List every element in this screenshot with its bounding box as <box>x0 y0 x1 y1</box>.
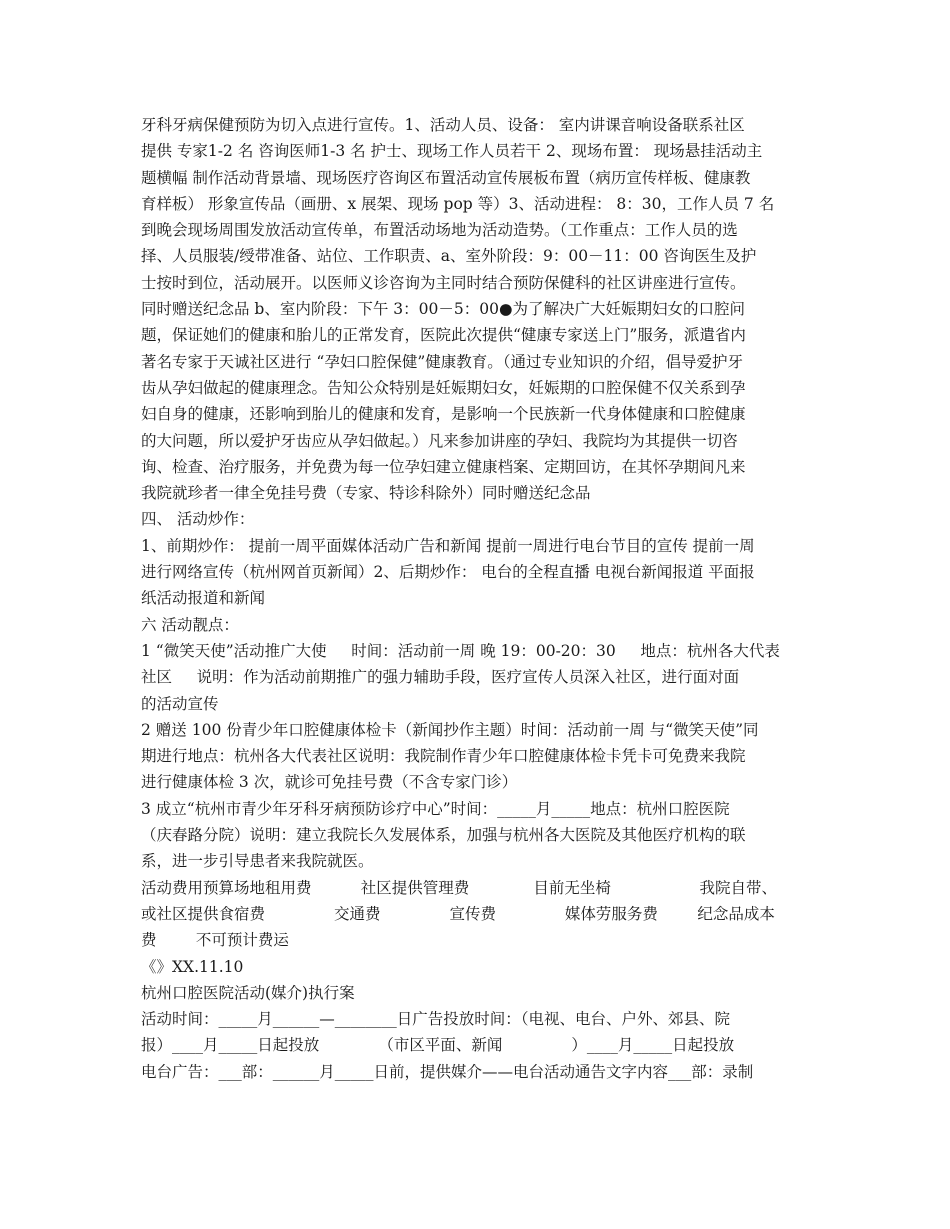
budget-line: 费 不可预计费运 <box>141 931 289 950</box>
text-line: 社区 说明：作为活动前期推广的强力辅助手段，医疗宣传人员深入社区，进行面对面 <box>141 668 740 687</box>
text-line: 活动时间：_____月______—________日广告投放时间：（电视、电台、户外、郊县、院 <box>141 1010 731 1029</box>
text-line: 题横幅 制作活动背景墙、现场医疗咨询区布置活动宣传展板布置（病历宣传样板、健康教 <box>141 168 751 187</box>
text-line: 电台广告：___部：______月_____日前，提供媒介——电台活动通告文字内容___部：录制 <box>141 1062 754 1081</box>
text-line: 提供 专家1-2 名 咨询医师1-3 名 护士、现场工作人员若干 2、现场布置： 现场悬挂活动主 <box>141 142 763 161</box>
text-line: 择、人员服装/绶带准备、站位、工作职责、a、室外阶段：9：00－11：00 咨询医生及护 <box>141 247 757 266</box>
text-line: 著名专家于天诚社区进行 “孕妇口腔保健”健康教育。（通过专业知识的介绍，倡导爱护牙 <box>141 352 744 371</box>
text-line: 的大问题，所以爱护牙齿应从孕妇做起。）凡来参加讲座的孕妇、我院均为其提供一切咨 <box>141 431 738 450</box>
text-line: 报）____月_____日起投放 （市区平面、新闻 ）____月_____日起投放 <box>141 1036 735 1055</box>
text-line: 士按时到位，活动展开。以医师义诊咨询为主同时结合预防保健科的社区讲座进行宣传。 <box>141 273 746 292</box>
text-line: 2 赠送 100 份青少年口腔健康体检卡（新闻抄作主题）时间：活动前一周 与“微笑天使”同 <box>141 720 759 739</box>
text-line: 的活动宣传 <box>141 694 219 713</box>
text-line: 纸活动报道和新闻 <box>141 589 266 608</box>
text-line: 牙科牙病保健预防为切入点进行宣传。1、活动人员、设备： 室内讲课音响设备联系社区 <box>141 116 745 134</box>
text-line: 询、检查、治疗服务，并免费为每一位孕妇建立健康档案、定期回访，在其怀孕期间凡来 <box>141 457 746 476</box>
text-line: 期进行地点：杭州各大代表社区说明：我院制作青少年口腔健康体检卡凭卡可免费来我院 <box>141 747 746 766</box>
text-line: 进行健康体检 3 次，就诊可免挂号费（不含专家门诊） <box>141 773 518 792</box>
text-line: 3 成立“杭州市青少年牙科牙病预防诊疗中心”时间：_____月_____地点：杭州口腔医院 <box>141 799 730 818</box>
text-line: （庆春路分院）说明：建立我院长久发展体系，加强与杭州各大医院及其他医疗机构的联 <box>141 826 746 845</box>
budget-line: 活动费用预算场地租用费 社区提供管理费 目前无坐椅 我院自带、 <box>141 878 778 897</box>
section-heading: 四、 活动炒作： <box>141 510 255 529</box>
text-line: 1、前期炒作： 提前一周平面媒体活动广告和新闻 提前一周进行电台节目的宣传 提前一周 <box>141 536 755 555</box>
date-line: 《》XX.11.10 <box>141 957 244 976</box>
section-heading: 六 活动靓点： <box>141 615 239 634</box>
text-line: 系，进一步引导患者来我院就医。 <box>141 852 374 871</box>
text-line: 同时赠送纪念品 b、室内阶段：下午 3：00－5：00●为了解决广大妊娠期妇女的口腔问 <box>141 300 745 319</box>
text-line: 齿从孕妇做起的健康理念。告知公众特别是妊娠期妇女，妊娠期的口腔保健不仅关系到孕 <box>141 378 746 397</box>
document-title: 杭州口腔医院活动(媒介)执行案 <box>141 983 355 1002</box>
text-line: 妇自身的健康，还影响到胎儿的健康和发育，是影响一个民族新一代身体健康和口腔健康 <box>141 405 746 424</box>
text-line: 育样板） 形象宣传品（画册、x 展架、现场 pop 等）3、活动进程： 8：30，工作人员 7 名 <box>141 194 775 213</box>
text-line: 到晚会现场周围发放活动宣传单，布置活动场地为活动造势。（工作重点：工作人员的选 <box>141 221 738 240</box>
text-line: 1 “微笑天使”活动推广大使 时间：活动前一周 晚 19：00-20：30 地点：杭州各大代表 <box>141 641 780 660</box>
text-line: 我院就珍者一律全免挂号费（专家、特诊科除外）同时赠送纪念品 <box>141 484 591 503</box>
document-body <box>141 112 821 1085</box>
budget-line: 或社区提供食宿费 交通费 宣传费 媒体劳服务费 纪念品成本 <box>141 904 775 923</box>
text-line: 题，保证她们的健康和胎儿的正常发育，医院此次提供“健康专家送上门”服务，派遣省内 <box>141 326 746 345</box>
text-line: 进行网络宣传（杭州网首页新闻）2、后期炒作： 电台的全程直播 电视台新闻报道 平面报 <box>141 563 755 582</box>
